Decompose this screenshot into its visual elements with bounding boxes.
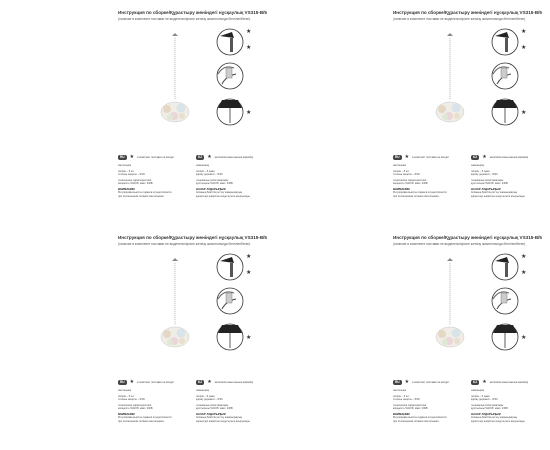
sheet-title: Инструкция по сборке/Құрастыру жөніндегі нұсқаулық VS315-B/5 [393, 10, 542, 15]
kz-warning-line: Аспаның биіктігін реттеу шамшырақтың [196, 416, 243, 420]
ru-spec-item: степень защиты – IP20 [118, 398, 145, 402]
ru-spec-item: технические характеристики: [393, 178, 427, 182]
kz-note-row [471, 155, 528, 160]
sheet-title: Инструкция по сборке/Құрастыру жөніндегі нұсқаулық VS315-B/5 [118, 10, 267, 15]
sheet-subtitle: (наличие в комплекте поставки не выделено/кіріспе жеткізу жиынтығында белгіленбеген) [118, 17, 251, 21]
ru-spec-item: светильник [118, 164, 132, 167]
kz-spec-item: техникалық сипаттамалары: [196, 403, 229, 407]
kz-spec-item: қорғау дәрежесі – IP20 [196, 398, 223, 402]
ru-spec-column [118, 164, 188, 198]
svg-text:★: ★ [246, 110, 252, 116]
kz-spec-item: қуаттылығы 5х40 Вт макс. 230В [196, 407, 233, 411]
ru-spec-item: мощность 5х40 Вт макс. 230В [393, 182, 428, 186]
step-2-wiring [492, 63, 518, 89]
kz-spec-item: қуаттылығы 5х40 Вт макс. 230В [471, 407, 508, 411]
svg-text:★: ★ [246, 335, 252, 341]
kz-language-badge: KZ [473, 155, 478, 159]
ru-note: в комплект поставки не входит [137, 156, 175, 160]
ru-warning-heading: ВНИМАНИЕ! [118, 411, 136, 416]
kz-spec-item: қорғау дәрежесі – IP20 [471, 398, 498, 402]
ru-warning-line: при отключенном питании светильника. [393, 194, 440, 198]
svg-text:★: ★ [521, 335, 527, 341]
ru-note: в комплект поставки не входит [137, 381, 175, 385]
chandelier-illustration [436, 33, 464, 122]
ru-note-row [393, 380, 449, 385]
svg-text:★: ★ [521, 45, 527, 51]
step-1-canopy-mount [217, 253, 251, 280]
star-icon: ★ [404, 154, 410, 161]
ru-language-badge: RU [395, 380, 400, 384]
kz-spec-column [471, 389, 541, 423]
ru-note: в комплект поставки не входит [412, 381, 450, 385]
kz-spec-item: патрон – 5 дана [471, 169, 490, 173]
kz-note-row [471, 380, 528, 385]
svg-text:★: ★ [521, 29, 527, 35]
kz-language-badge: KZ [473, 380, 478, 384]
star-icon: ★ [207, 154, 212, 161]
step-3-canopy-fix [217, 324, 251, 350]
ru-spec-item: светильник [393, 389, 407, 392]
ru-spec-item: степень защиты – IP20 [393, 173, 420, 177]
ru-spec-item: патрон – 5 шт. [118, 169, 135, 173]
kz-spec-item: техникалық сипаттамалары: [196, 178, 229, 182]
kz-spec-item: шамшырақ [196, 389, 209, 392]
step-1-canopy-mount [492, 253, 526, 280]
sheet-subtitle: (наличие в комплекте поставки не выделено/кіріспе жеткізу жиынтығында белгіленбеген) [393, 242, 526, 246]
kz-spec-item: техникалық сипаттамалары: [471, 178, 504, 182]
ru-warning-line: Регулировка высоты подвеса осуществляется [393, 416, 447, 420]
ru-spec-item: мощность 5х40 Вт макс. 230В [118, 407, 153, 411]
instruction-card-top-right [275, 0, 550, 225]
sheet-subtitle: (наличие в комплекте поставки не выделено/кіріспе жеткізу жиынтығында белгіленбеген) [118, 242, 251, 246]
kz-spec-item: патрон – 5 дана [471, 394, 490, 398]
kz-warning-line: қоректенуі өшірілген кезде жүзеге асырылады. [196, 194, 251, 198]
instruction-card-bottom-left [0, 225, 275, 450]
ru-warning-heading: ВНИМАНИЕ! [393, 411, 411, 416]
ru-warning-line: при отключенном питании светильника. [118, 194, 165, 198]
step-2-wiring [217, 288, 243, 314]
svg-text:★: ★ [521, 110, 527, 116]
kz-spec-item: шамшырақ [471, 164, 484, 167]
kz-warning-line: Аспаның биіктігін реттеу шамшырақтың [471, 191, 518, 195]
ru-spec-item: светильник [118, 389, 132, 392]
step-3-canopy-fix [217, 99, 251, 125]
kz-spec-item: қуаттылығы 5х40 Вт макс. 230В [196, 182, 233, 186]
ru-note: в комплект поставки не входит [412, 156, 450, 160]
ru-note-row [118, 155, 174, 160]
ru-spec-item: технические характеристики: [393, 403, 427, 407]
svg-text:★: ★ [246, 254, 252, 260]
step-2-wiring [217, 63, 243, 89]
star-icon: ★ [482, 379, 487, 386]
ru-language-badge: RU [120, 155, 125, 159]
svg-text:★: ★ [521, 270, 527, 276]
kz-warning-heading: НАЗАР АУДАРЫҢЫЗ! [471, 411, 502, 416]
kz-spec-column [196, 164, 266, 198]
star-icon: ★ [129, 379, 135, 386]
kz-spec-item: техникалық сипаттамалары: [471, 403, 504, 407]
star-icon: ★ [404, 379, 410, 386]
svg-text:★: ★ [246, 45, 252, 51]
ru-warning-heading: ВНИМАНИЕ! [393, 186, 411, 191]
ru-note-row [118, 380, 174, 385]
kz-spec-item: патрон – 5 дана [196, 169, 215, 173]
svg-text:★: ★ [246, 29, 252, 35]
step-2-wiring [492, 288, 518, 314]
ru-language-badge: RU [395, 155, 400, 159]
kz-warning-line: қоректенуі өшірілген кезде жүзеге асырылады. [196, 419, 251, 423]
kz-warning-line: қоректенуі өшірілген кезде жүзеге асырылады. [471, 194, 526, 198]
kz-note: жеткізілім жиынтығына кірмейді [489, 381, 528, 385]
ru-spec-item: патрон – 5 шт. [393, 394, 410, 398]
ru-warning-line: при отключенном питании светильника. [118, 419, 165, 423]
kz-spec-column [196, 389, 266, 423]
step-3-canopy-fix [492, 324, 526, 350]
step-1-canopy-mount [492, 28, 526, 55]
ru-language-badge: RU [120, 380, 125, 384]
chandelier-illustration [161, 33, 189, 122]
ru-spec-item: технические характеристики: [118, 403, 152, 407]
instruction-card-bottom-right [275, 225, 550, 450]
kz-note-row [196, 155, 253, 160]
kz-spec-item: патрон – 5 дана [196, 394, 215, 398]
svg-text:★: ★ [246, 270, 252, 276]
ru-spec-item: светильник [393, 164, 407, 167]
ru-spec-column [393, 389, 463, 423]
sheet-title: Инструкция по сборке/Құрастыру жөніндегі нұсқаулық VS315-B/5 [118, 235, 267, 240]
kz-note-row [196, 380, 253, 385]
kz-spec-item: шамшырақ [471, 389, 484, 392]
kz-warning-line: Аспаның биіктігін реттеу шамшырақтың [196, 191, 243, 195]
svg-text:★: ★ [521, 254, 527, 260]
ru-spec-item: патрон – 5 шт. [393, 169, 410, 173]
kz-spec-column [471, 164, 541, 198]
sheet-subtitle: (наличие в комплекте поставки не выделено/кіріспе жеткізу жиынтығында белгіленбеген) [393, 17, 526, 21]
ru-warning-heading: ВНИМАНИЕ! [118, 186, 136, 191]
ru-spec-item: степень защиты – IP20 [393, 398, 420, 402]
ru-spec-item: технические характеристики: [118, 178, 152, 182]
kz-warning-line: Аспаның биіктігін реттеу шамшырақтың [471, 416, 518, 420]
kz-spec-item: қуаттылығы 5х40 Вт макс. 230В [471, 182, 508, 186]
ru-warning-line: при отключенном питании светильника. [393, 419, 440, 423]
ru-spec-item: мощность 5х40 Вт макс. 230В [118, 182, 153, 186]
instruction-card-top-left [0, 0, 275, 225]
ru-warning-line: Регулировка высоты подвеса осуществляется [118, 416, 172, 420]
ru-spec-item: мощность 5х40 Вт макс. 230В [393, 407, 428, 411]
ru-spec-column [393, 164, 463, 198]
kz-warning-heading: НАЗАР АУДАРЫҢЫЗ! [471, 186, 502, 191]
kz-note: жеткізілім жиынтығына кірмейді [489, 156, 528, 160]
star-icon: ★ [207, 379, 212, 386]
star-icon: ★ [129, 154, 135, 161]
kz-warning-heading: НАЗАР АУДАРЫҢЫЗ! [196, 186, 227, 191]
ru-warning-line: Регулировка высоты подвеса осуществляется [118, 191, 172, 195]
sheet-title: Инструкция по сборке/Құрастыру жөніндегі нұсқаулық VS315-B/5 [393, 235, 542, 240]
kz-language-badge: KZ [198, 155, 203, 159]
kz-note: жеткізілім жиынтығына кірмейді [214, 381, 253, 385]
kz-spec-item: шамшырақ [196, 164, 209, 167]
ru-warning-line: Регулировка высоты подвеса осуществляется [393, 191, 447, 195]
ru-spec-item: степень защиты – IP20 [118, 173, 145, 177]
kz-spec-item: қорғау дәрежесі – IP20 [471, 173, 498, 177]
chandelier-illustration [436, 258, 464, 347]
chandelier-illustration [161, 258, 189, 347]
step-3-canopy-fix [492, 99, 526, 125]
kz-warning-line: қоректенуі өшірілген кезде жүзеге асырылады. [471, 419, 526, 423]
kz-warning-heading: НАЗАР АУДАРЫҢЫЗ! [196, 411, 227, 416]
kz-note: жеткізілім жиынтығына кірмейді [214, 156, 253, 160]
kz-language-badge: KZ [198, 380, 203, 384]
ru-spec-column [118, 389, 188, 423]
ru-spec-item: патрон – 5 шт. [118, 394, 135, 398]
star-icon: ★ [482, 154, 487, 161]
ru-note-row [393, 155, 449, 160]
kz-spec-item: қорғау дәрежесі – IP20 [196, 173, 223, 177]
step-1-canopy-mount [217, 28, 251, 55]
